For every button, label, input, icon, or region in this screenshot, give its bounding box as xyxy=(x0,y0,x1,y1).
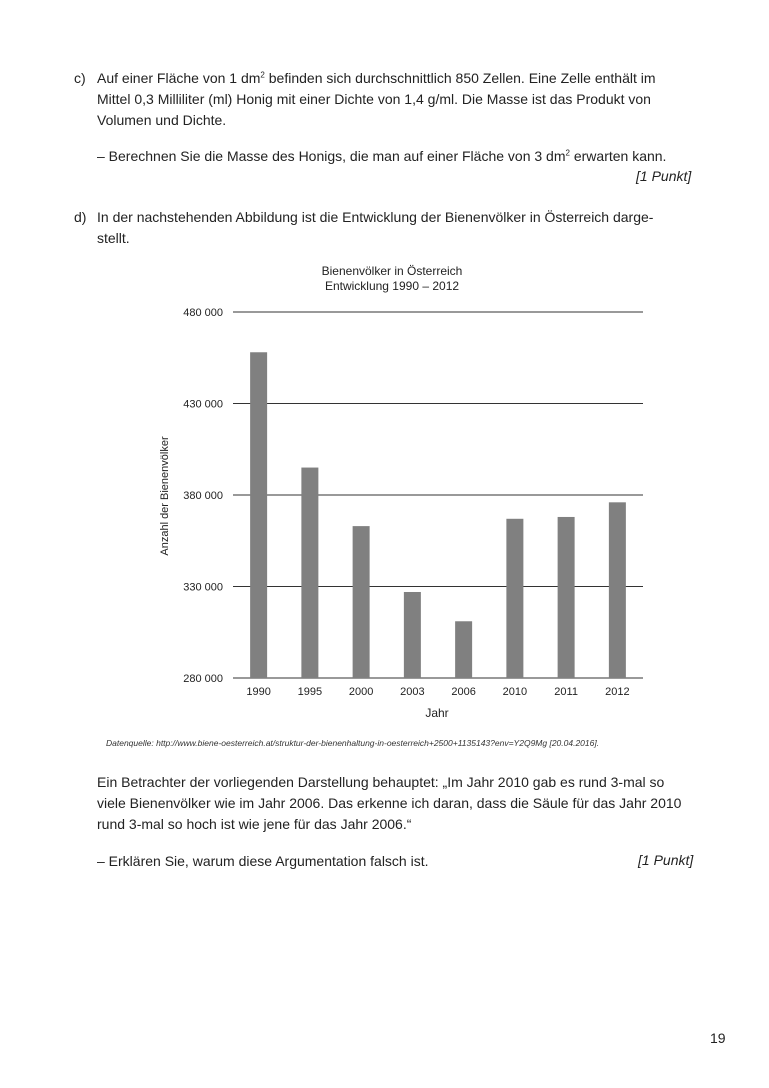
bar-2010 xyxy=(506,519,523,678)
task-c xyxy=(74,68,704,131)
data-source: Datenquelle: http://www.biene-oesterreich.at/struktur-der-bienenhaltung-in-oesterreich+2500+1135143?env=Y2Q9Mg [20.04.2016]. xyxy=(106,738,600,748)
y-tick-label: 280 000 xyxy=(183,673,223,685)
x-tick-label: 2010 xyxy=(502,686,528,698)
x-tick-label: 2011 xyxy=(554,686,578,698)
task-d-marker: d) xyxy=(74,209,87,225)
x-tick-label: 1995 xyxy=(297,686,323,698)
task-c-marker: c) xyxy=(74,70,86,86)
task-c-question: – Berechnen Sie die Masse des Honigs, die man auf einer Fläche von 3 $dm^2$ erwarten kann. xyxy=(97,148,667,164)
page-number: 19 xyxy=(710,1030,726,1046)
task-c-line-3: Volumen und Dichte. xyxy=(97,112,227,128)
task-d-line-1: In der nachstehenden Abbildung ist die Entwicklung der Bienenvölker in Österreich darge- xyxy=(97,209,654,225)
observer-claim xyxy=(97,772,707,835)
y-axis-label: Anzahl der Bienenvölker xyxy=(159,436,171,556)
task-d-line-2: stellt. xyxy=(97,230,130,246)
x-tick-label: 1990 xyxy=(246,686,271,698)
y-tick-label: 380 000 xyxy=(183,490,223,502)
task-c-points: [1 Punkt] xyxy=(636,168,692,184)
x-axis-label: Jahr xyxy=(425,706,449,720)
bar-2011 xyxy=(558,517,575,678)
bar-1990 xyxy=(250,352,267,678)
y-tick-label: 330 000 xyxy=(183,581,223,594)
task-d xyxy=(74,207,704,249)
task-c-line-2: Mittel 0,3 Milliliter (ml) Honig mit einer Dichte von 1,4 g/ml. Die Masse ist das Produkt von xyxy=(97,91,651,107)
bar-2000 xyxy=(353,526,370,678)
x-tick-label: 2006 xyxy=(451,686,476,698)
task-c-line-1: Auf einer Fläche von 1 $dm^2$ befinden sich durchschnittlich 850 Zellen. Eine Zelle enthält im xyxy=(97,70,656,86)
bar-1995 xyxy=(301,468,318,678)
bar-2006 xyxy=(455,621,472,678)
task-d-points: [1 Punkt] xyxy=(638,852,694,868)
bee-colonies-chart xyxy=(0,255,769,730)
y-tick-label: 480 000 xyxy=(183,307,223,319)
task-d-question: – Erklären Sie, warum diese Argumentation falsch ist. xyxy=(97,853,429,869)
claim-line-2: viele Bienenvölker wie im Jahr 2006. Das erkenne ich daran, dass die Säule für das Jahr 2010 xyxy=(97,795,682,811)
claim-line-3: rund 3-mal so hoch ist wie jene für das Jahr 2006.“ xyxy=(97,816,412,832)
chart-subtitle: Entwicklung 1990 – 2012 xyxy=(324,279,460,293)
y-tick-label: 430 000 xyxy=(183,398,223,411)
chart-title: Bienenvölker in Österreich xyxy=(321,264,463,278)
bar-2012 xyxy=(609,502,626,678)
x-tick-label: 2000 xyxy=(348,686,374,698)
claim-line-1: Ein Betrachter der vorliegenden Darstellung behauptet: „Im Jahr 2010 gab es rund 3-mal so xyxy=(97,774,665,790)
bar-2003 xyxy=(404,592,421,678)
x-tick-label: 2003 xyxy=(400,686,425,698)
x-tick-label: 2012 xyxy=(605,686,630,698)
